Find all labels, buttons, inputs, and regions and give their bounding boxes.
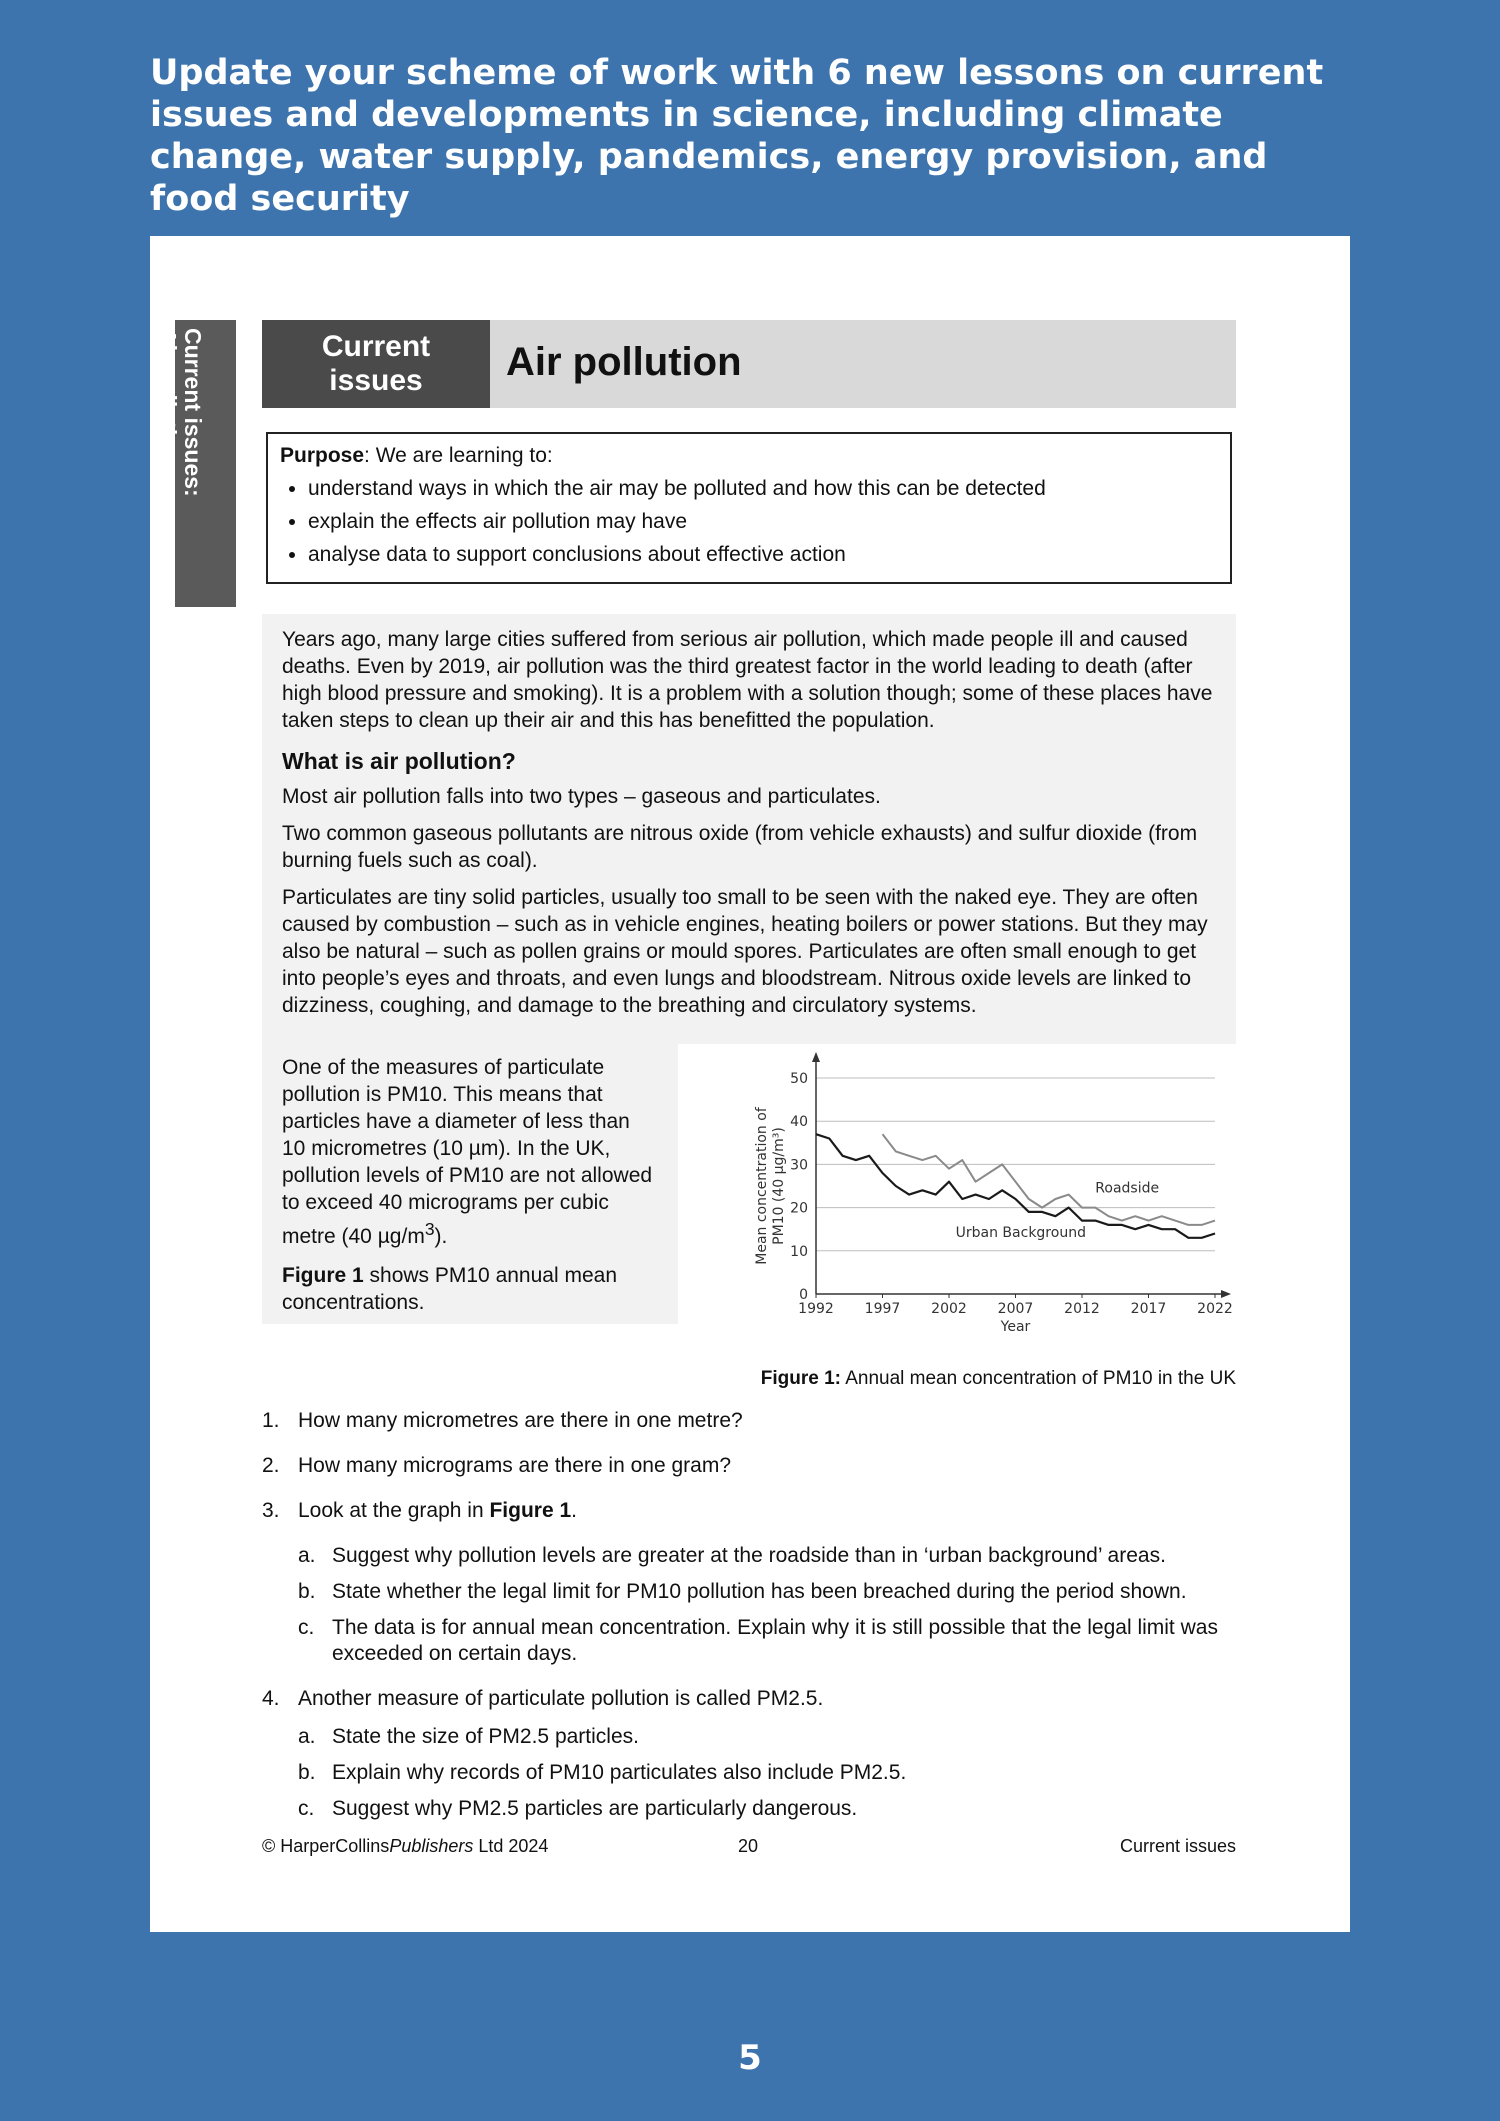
page-number: 5 [738,2038,762,2078]
question-text: How many micrograms are there in one gram? [298,1454,732,1477]
y-tick-label: 30 [790,1157,808,1174]
question-item [262,1686,1242,1712]
figure-reference-paragraph [282,1262,658,1316]
side-tab-label [155,328,205,497]
series-line-roadside [883,1134,1216,1225]
sub-question-text: State whether the legal limit for PM10 pollution has been breached during the period shown. [332,1580,1187,1603]
section-badge [262,320,490,408]
sub-question [262,1579,1242,1605]
question-list [262,1408,1242,1832]
sub-question-letter: a. [298,1544,316,1567]
x-axis-label: Year [1000,1319,1031,1335]
sub-question-letter: b. [298,1580,316,1603]
y-tick-label: 10 [790,1243,808,1260]
chart-tick-labels [790,1071,1233,1317]
x-tick-label: 1992 [798,1301,834,1317]
purpose-item: • understand ways in which the air may be polluted and how this can be detected [308,476,1218,502]
side-tab [155,320,236,607]
sub-question-letter: a. [298,1725,316,1748]
x-tick-label: 2002 [931,1301,967,1317]
copyright-pre: © HarperCollins [262,1836,390,1856]
question-text: Another measure of particulate pollution is called PM2.5. [298,1687,824,1710]
figure-caption-label: Figure 1: [760,1368,841,1389]
figure-caption-text: Annual mean concentration of PM10 in the UK [840,1368,1236,1389]
purpose-box [266,432,1232,584]
intro-panel [262,614,1236,1044]
sub-question-letter: c. [298,1797,315,1820]
question-item [262,1408,1242,1434]
sub-question-text: Suggest why pollution levels are greater at the roadside than in ‘urban background’ areas. [332,1544,1166,1567]
question-text [298,1499,577,1522]
question-number: 4. [262,1687,280,1710]
figure-reference: Figure 1 [282,1264,364,1287]
x-axis-arrow [1221,1290,1231,1298]
y-tick-label: 20 [790,1200,808,1217]
question-number: 1. [262,1409,280,1432]
purpose-item: • analyse data to support conclusions about effective action [308,542,1218,568]
pm10-superscript: 3 [424,1219,435,1239]
lesson-title: Air pollution [506,340,742,384]
pm10-text: One of the measures of particulate pollution is PM10. This means that particles have a diameter of less than 10 micrometres (10 µm). In the UK, pollution levels of PM10 are not allowed to exceed 40 micrograms per cubic metre (40 µg/m [282,1056,653,1248]
intro-paragraph-gases: Two common gaseous pollutants are nitrous oxide (from vehicle exhausts) and sulfur dioxide (from burning fuels such as coal). [282,822,1198,872]
sub-question-letter: b. [298,1761,316,1784]
question-text-post: . [571,1499,578,1522]
sub-question [262,1724,1242,1750]
question-item [262,1453,1242,1479]
title-bar [262,320,1236,408]
y-axis-arrow [812,1052,820,1062]
x-tick-label: 2007 [997,1301,1034,1317]
pm10-panel [262,1044,678,1324]
series-label-urban-background: Urban Background [955,1224,1086,1241]
y-axis-label-line1: Mean concentration of [754,1107,770,1265]
x-tick-label: 2022 [1197,1301,1233,1317]
worksheet-page [150,236,1350,1932]
sub-question-letter: c. [298,1616,315,1639]
question-item [262,1498,1242,1524]
page-footer [262,1836,1236,1860]
y-tick-label: 0 [799,1287,808,1303]
copyright-post: Ltd 2024 [473,1836,549,1856]
intro-paragraph: Years ago, many large cities suffered from serious air pollution, which made people ill and caused deaths. Even by 2019, air pollution was the third greatest factor in the world leading to death (after high blood pressure and smoking). It is a problem with a solution though; some of these places have taken steps to clean up their air and this has benefitted the population. [282,628,1213,732]
question-text-pre: Look at the graph in [298,1499,490,1522]
pm10-line-chart [710,1044,1240,1354]
y-tick-label: 50 [790,1071,808,1087]
sub-question-text: Suggest why PM2.5 particles are particularly dangerous. [332,1797,858,1820]
side-tab-line2: Air pollution [155,328,181,464]
copyright-italic: Publishers [389,1836,474,1856]
sub-question [262,1796,1242,1822]
sub-question-text: Explain why records of PM10 particulates also include PM2.5. [332,1761,907,1784]
sub-question [262,1760,1242,1786]
question-number: 3. [262,1499,280,1522]
air-pollution-heading: What is air pollution? [282,748,516,774]
footer-section: Current issues [1119,1836,1236,1856]
purpose-lead: : We are learning to: [364,444,553,467]
chart-axes [812,1052,1231,1298]
x-tick-label: 1997 [864,1301,901,1317]
footer-page-number: 20 [738,1836,759,1856]
question-text: How many micrometres are there in one metre? [298,1409,743,1432]
y-axis-label-line2: PM10 (40 µg/m³) [771,1127,787,1245]
sub-question [262,1543,1242,1569]
sub-question-text: The data is for annual mean concentration. Explain why it is still possible that the legal limit was exceeded on certain days. [332,1616,1218,1665]
footer-copyright [262,1836,548,1857]
intro-paragraph-types: Most air pollution falls into two types – gaseous and particulates. [282,785,881,808]
question-number: 2. [262,1454,280,1477]
figure-caption [710,1368,1236,1390]
pm10-text-end: ). [434,1225,448,1248]
x-tick-label: 2012 [1064,1301,1100,1317]
pm10-paragraph [282,1054,658,1250]
purpose-item: • explain the effects air pollution may have [308,509,1218,535]
question-figure-ref: Figure 1 [489,1499,572,1522]
purpose-list [280,476,1218,568]
side-tab-line1: Current issues: [180,328,206,497]
series-label-roadside: Roadside [1095,1180,1160,1197]
figure-reference-text: shows PM10 annual mean concentrations. [282,1264,617,1314]
sub-question [262,1615,1242,1667]
banner-title: Update your scheme of work with 6 new lessons on current issues and developments in science, including climate change, water supply, pandemics, energy provision, and food security [150,53,1324,219]
purpose-label: Purpose [280,444,365,467]
sub-question-text: State the size of PM2.5 particles. [332,1725,639,1748]
purpose-intro [280,444,1218,468]
x-tick-label: 2017 [1130,1301,1167,1317]
intro-paragraph-particulates: Particulates are tiny solid particles, usually too small to be seen with the naked eye. They are often caused by combustion – such as in vehicle engines, heating boilers or power stations. But they may also be natural – such as pollen grains or mould spores. Particulates are often small enough to get into people’s eyes and throats, and even lungs and bloodstream. Nitrous oxide levels are linked to dizziness, coughing, and damage to the breathing and circulatory systems. [282,886,1208,1017]
section-badge-label: Current issues [321,330,431,397]
y-tick-label: 40 [790,1114,808,1131]
